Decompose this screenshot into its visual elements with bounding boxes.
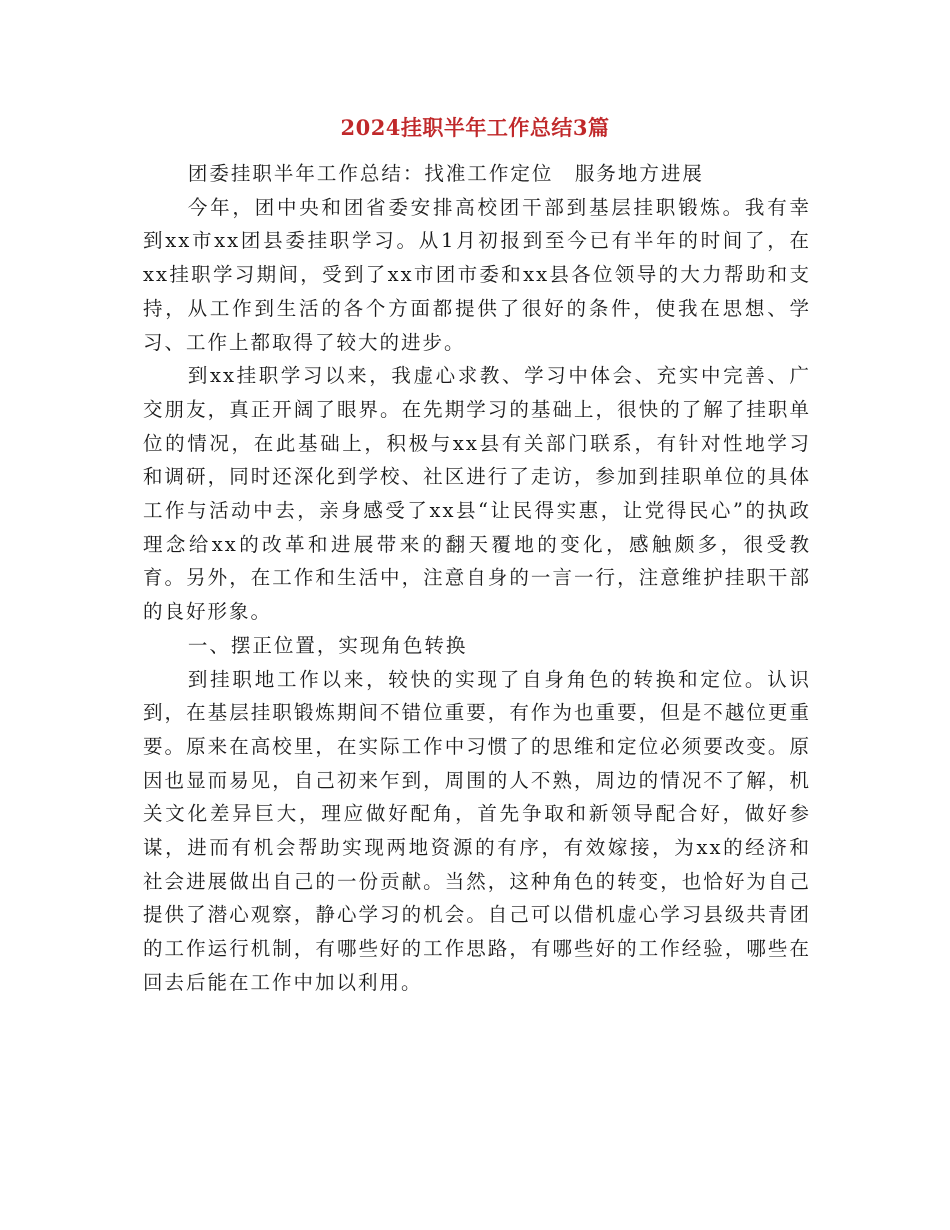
paragraph: 到挂职地工作以来，较快的实现了自身角色的转换和定位。认识到，在基层挂职锻炼期间不错位重要，有作为也重要，但是不越位更重要。原来在高校里，在实际工作中习惯了的思维和定位必须要改变。原因也显而易见，自己初来乍到，周围的人不熟，周边的情况不了解，机关文化差异巨大，理应做好配角，首先争取和新领导配合好，做好参谋，进而有机会帮助实现两地资源的有序，有效嫁接，为xx的经济和社会进展做出自己的一份贡献。当然，这种角色的转变，也恰好为自己提供了潜心观察，静心学习的机会。自己可以借机虚心学习县级共青团的工作运行机制，有哪些好的工作思路，有哪些好的工作经验，哪些在回去后能在工作中加以利用。: [143, 667, 811, 994]
document-title: 2024挂职半年工作总结3篇: [340, 115, 610, 140]
paragraph: 到xx挂职学习以来，我虚心求教、学习中体会、充实中完善、广交朋友，真正开阔了眼界。在先期学习的基础上，很快的了解了挂职单位的情况，在此基础上，积极与xx县有关部门联系，有针对性地学习和调研，同时还深化到学校、社区进行了走访，参加到挂职单位的具体工作与活动中去，亲身感受了xx县“让民得实惠，让党得民心”的执政理念给xx的改革和进展带来的翻天覆地的变化，感触颇多，很受教育。另外，在工作和生活中，注意自身的一言一行，注意维护挂职干部的良好形象。: [143, 364, 811, 624]
section-heading: 一、摆正位置，实现角色转换: [187, 633, 468, 657]
paragraph-subtitle: 团委挂职半年工作总结：找准工作定位 服务地方进展: [187, 162, 704, 185]
document-body: [143, 157, 811, 1000]
paragraph: 今年，团中央和团省委安排高校团干部到基层挂职锻炼。我有幸到xx市xx团县委挂职学习。从1月初报到至今已有半年的时间了，在xx挂职学习期间，受到了xx市团市委和xx县各位领导的大力帮助和支持，从工作到生活的各个方面都提供了很好的条件，使我在思想、学习、工作上都取得了较大的进步。: [143, 195, 811, 354]
